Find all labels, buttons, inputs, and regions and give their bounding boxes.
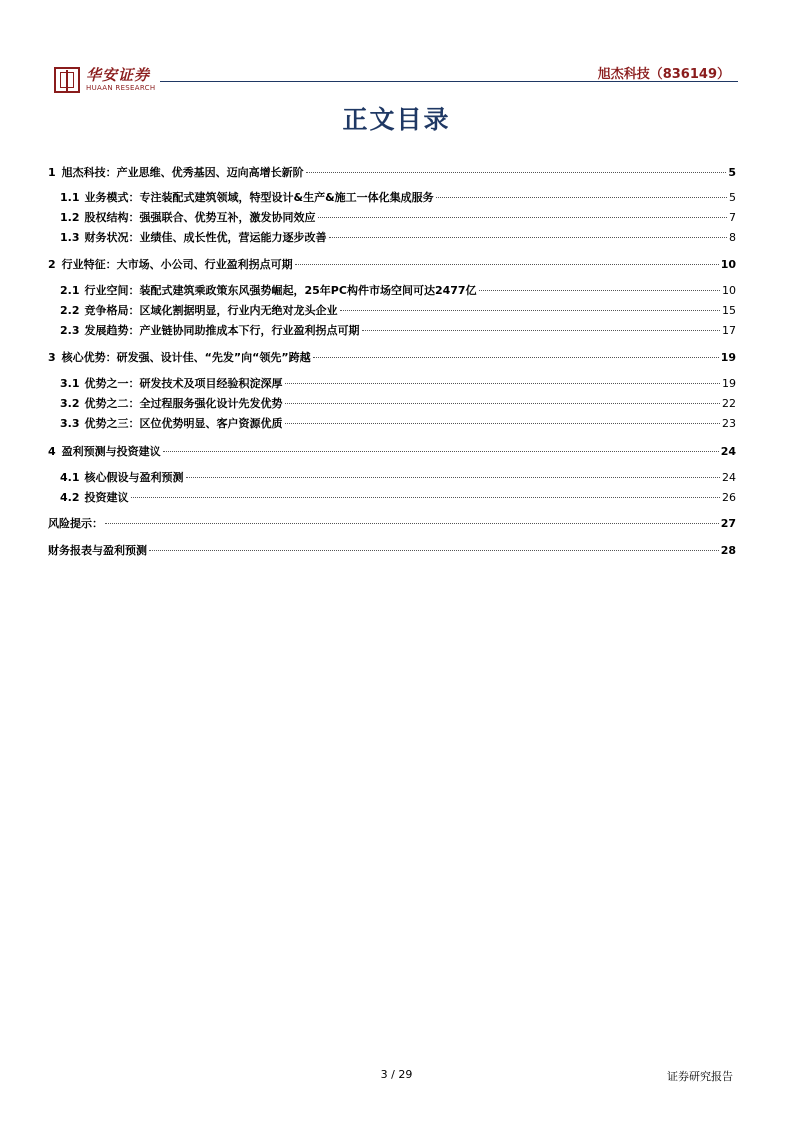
toc-entry[interactable] xyxy=(48,444,736,460)
toc-entry[interactable] xyxy=(48,165,736,181)
toc-leader-dots xyxy=(340,310,721,311)
toc-entry-page: 15 xyxy=(722,304,736,317)
toc-entry-title: 行业空间：装配式建筑乘政策东风强势崛起，25年PC构件市场空间可达2477亿 xyxy=(84,284,477,297)
toc-entry-title: 行业特征：大市场、小公司、行业盈利拐点可期 xyxy=(61,258,293,271)
toc-entry-page: 22 xyxy=(722,397,736,410)
toc-entry-title: 风险提示： xyxy=(48,517,103,530)
toc-leader-dots xyxy=(285,403,721,404)
toc-entry-number: 1.3 xyxy=(60,231,80,244)
toc-entry-title: 优势之一：研发技术及项目经验积淀深厚 xyxy=(84,377,283,390)
toc-entry-number: 4.1 xyxy=(60,471,80,484)
toc-entry-page: 24 xyxy=(720,445,736,458)
toc-entry-page: 10 xyxy=(722,284,736,297)
toc-entry[interactable] xyxy=(48,490,736,506)
toc-entry[interactable] xyxy=(48,190,736,206)
toc-leader-dots xyxy=(186,477,721,478)
toc-entry-page: 5 xyxy=(729,191,736,204)
toc-entry-number: 2 xyxy=(48,258,56,271)
toc-leader-dots xyxy=(329,237,728,238)
toc-entry-page: 17 xyxy=(722,324,736,337)
header-company-name: 旭杰科技（836149） xyxy=(597,67,730,82)
toc-entry-title: 发展趋势：产业链协同助推成本下行，行业盈利拐点可期 xyxy=(84,324,360,337)
toc-leader-dots xyxy=(295,264,719,265)
toc-entry[interactable] xyxy=(48,210,736,226)
toc-entry-number: 1.1 xyxy=(60,191,80,204)
toc-entry[interactable] xyxy=(48,376,736,392)
toc-entry-title: 财务状况：业绩佳、成长性优，营运能力逐步改善 xyxy=(84,231,327,244)
toc-entry[interactable] xyxy=(48,416,736,432)
toc-leader-dots xyxy=(285,383,721,384)
toc-entry[interactable] xyxy=(48,303,736,319)
toc-entry[interactable] xyxy=(48,323,736,339)
toc-leader-dots xyxy=(436,197,727,198)
toc-entry-page: 19 xyxy=(720,351,736,364)
toc-entry[interactable] xyxy=(48,543,736,559)
toc-entry-number: 4.2 xyxy=(60,491,80,504)
page-number: 3 / 29 xyxy=(380,1068,413,1081)
toc-entry-page: 23 xyxy=(722,417,736,430)
toc-entry-title: 优势之二：全过程服务强化设计先发优势 xyxy=(84,397,283,410)
toc-entry-page: 27 xyxy=(720,517,736,530)
toc-entry[interactable] xyxy=(48,230,736,246)
toc-entry-page: 28 xyxy=(720,544,736,557)
toc-entry-page: 5 xyxy=(728,166,736,179)
toc-entry-number: 1 xyxy=(48,166,56,179)
toc-entry-page: 10 xyxy=(720,258,736,271)
toc-leader-dots xyxy=(131,497,721,498)
logo-english-text: HUAAN RESEARCH xyxy=(86,84,156,92)
page-header xyxy=(48,62,738,98)
toc-entry-title: 旭杰科技：产业思维、优秀基因、迈向高增长新阶 xyxy=(61,166,304,179)
toc-leader-dots xyxy=(285,423,721,424)
toc-entry[interactable] xyxy=(48,516,736,532)
toc-entry-title: 财务报表与盈利预测 xyxy=(48,544,147,557)
toc-leader-dots xyxy=(149,550,719,551)
toc-entry-page: 7 xyxy=(729,211,736,224)
toc-entry-number: 2.3 xyxy=(60,324,80,337)
toc-leader-dots xyxy=(306,172,727,173)
toc-entry-title: 核心优势：研发强、设计佳、“先发”向“领先”跨越 xyxy=(61,351,311,364)
toc-leader-dots xyxy=(313,357,719,358)
toc-entry[interactable] xyxy=(48,257,736,273)
toc-entry-number: 3.2 xyxy=(60,397,80,410)
page-title: 正文目录 xyxy=(342,105,451,134)
logo-chinese-text: 华安证券 xyxy=(86,66,151,84)
toc-entry-title: 核心假设与盈利预测 xyxy=(84,471,184,484)
toc-entry-title: 业务模式：专注装配式建筑领域，特型设计&生产&施工一体化集成服务 xyxy=(84,191,434,204)
toc-entry-number: 3.3 xyxy=(60,417,80,430)
toc-entry[interactable] xyxy=(48,283,736,299)
toc-entry[interactable] xyxy=(48,470,736,486)
toc-leader-dots xyxy=(362,330,721,331)
toc-leader-dots xyxy=(318,217,728,218)
toc-leader-dots xyxy=(479,290,720,291)
toc-entry[interactable] xyxy=(48,350,736,366)
toc-entry-title: 优势之三：区位优势明显、客户资源优质 xyxy=(84,417,283,430)
huaan-logo xyxy=(48,62,188,98)
toc-entry[interactable] xyxy=(48,396,736,412)
toc-entry-number: 4 xyxy=(48,445,56,458)
toc-leader-dots xyxy=(163,451,719,452)
toc-entry-title: 竞争格局：区域化割据明显，行业内无绝对龙头企业 xyxy=(84,304,338,317)
toc-entry-page: 26 xyxy=(722,491,736,504)
toc-entry-number: 3.1 xyxy=(60,377,80,390)
seal-icon xyxy=(54,67,80,93)
toc-entry-number: 2.1 xyxy=(60,284,80,297)
toc-entry-page: 8 xyxy=(729,231,736,244)
toc-entry-title: 投资建议 xyxy=(84,491,129,504)
toc-entry-page: 19 xyxy=(722,377,736,390)
toc-entry-number: 1.2 xyxy=(60,211,80,224)
toc-leader-dots xyxy=(105,523,719,524)
report-type-label: 证券研究报告 xyxy=(667,1070,733,1083)
toc-entry-number: 3 xyxy=(48,351,56,364)
toc-entry-page: 24 xyxy=(722,471,736,484)
toc-entry-title: 股权结构：强强联合、优势互补，激发协同效应 xyxy=(84,211,316,224)
toc-entry-number: 2.2 xyxy=(60,304,80,317)
toc-entry-title: 盈利预测与投资建议 xyxy=(61,445,161,458)
